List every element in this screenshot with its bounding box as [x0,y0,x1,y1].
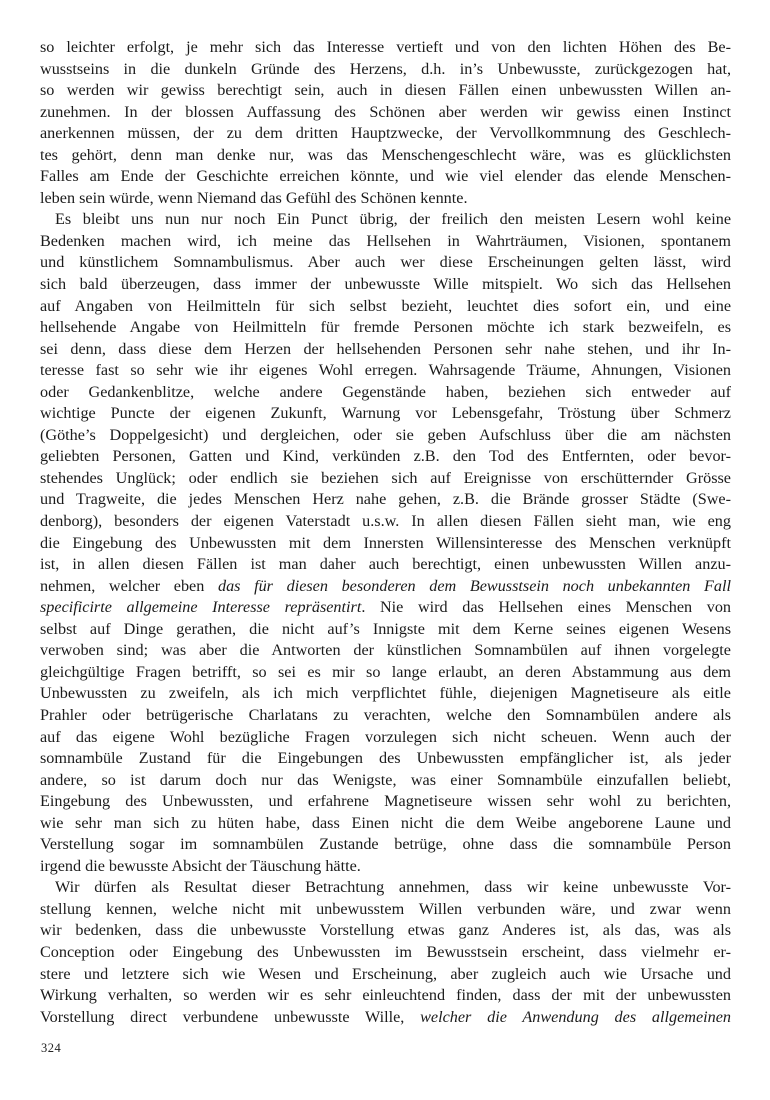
text-run: verwoben sind; was aber die Antworten der künstlichen Somnambülen auf ihnen vorgelegte [40,641,731,660]
text-line [40,231,731,253]
text-run: gleichgültige Fragen betrifft, so sei es mir so lange erlaubt, an deren Abstammung aus dem [40,662,731,681]
text-line [40,834,731,856]
text-line [40,145,731,167]
paragraph [40,877,731,1028]
text-run: oder Gedankenblitze, welche andere Gegenstände haben, beziehen sich entweder auf [40,382,731,401]
text-run: Wirkung verhalten, so werden wir es sehr einleuchtend finden, dass der mit der unbewussten [40,986,731,1005]
text-line [40,683,731,705]
text-line [40,985,731,1007]
text-run: zunehmen. In der blossen Auffassung des Schönen aber werden wir gewiss einen Instinct [40,102,731,121]
text-run: Wir dürfen als Resultat dieser Betrachtung annehmen, dass wir keine unbewusste Vor- [55,878,731,897]
text-run: leben sein würde, wenn Niemand das Gefühl des Schönen kennte. [40,188,468,207]
text-run: anerkennen müssen, der zu dem dritten Hauptzwecke, der Vervollkommnung des Geschlech- [40,124,731,143]
text-run: die Eingebung des Unbewussten mit dem Innersten Willensinteresse des Menschen verknüpft [40,533,731,552]
text-line [40,619,731,641]
text-run: selbst auf Dinge gerathen, die nicht auf’s Innigste mit dem Kerne seines eigenen Wesens [40,619,731,638]
text-line [40,209,731,231]
text-line [40,727,731,749]
text-run: nehmen, welcher eben [40,576,218,595]
text-line [40,920,731,942]
text-run: . Nie wird das Hellsehen eines Menschen von [361,598,731,617]
text-run: Es bleibt uns nun nur noch Ein Punct übrig, der freilich den meisten Lesern wohl keine [55,210,731,229]
text-run: hellsehende Angabe von Heilmitteln für fremde Personen möchte ich stark bezweifeln, es [40,318,731,337]
italic-text-run: specificirte allgemeine Interesse repräsentirt [40,598,362,617]
text-line [40,576,731,598]
text-line [40,942,731,964]
text-run: wie sehr man sich zu hüten habe, dass Einen nicht die dem Weibe angeborene Laune und [40,813,731,832]
text-run: wir bedenken, dass die unbewusste Vorstellung etwas ganz Anderes ist, als das, was als [40,921,731,940]
text-line [40,317,731,339]
text-run: so werden wir gewiss berechtigt sein, auch in diesen Fällen einen unbewussten Willen an- [40,81,731,100]
text-line [40,425,731,447]
text-line [40,1007,731,1029]
text-run: Prahler oder betrügerische Charlatans zu verachten, welche den Somnambülen andere als [40,705,731,724]
text-line [40,123,731,145]
text-line [40,856,731,878]
text-run: Bedenken machen wird, ich meine das Hellsehen in Wahrträumen, Visionen, spontanem [40,231,731,250]
italic-text-run: welcher die Anwendung des allgemeinen [420,1007,731,1026]
text-run: stere und letztere sich wie Wesen und Erscheinung, aber zugleich auch wie Ursache und [40,964,731,983]
text-run: wichtige Puncte der eigenen Zukunft, Warnung vor Lebensgefahr, Tröstung über Schmerz [40,404,731,423]
text-run: wusstseins in die dunkeln Gründe des Herzens, d.h. in’s Unbewusste, zurückgezogen hat, [40,59,731,78]
text-run: sich bald überzeugen, dass immer der unbewusste Wille mitspielt. Wo sich das Hellsehen [40,275,731,294]
text-line [40,468,731,490]
text-line [40,511,731,533]
text-line [40,554,731,576]
text-line [40,446,731,468]
text-run: (Göthe’s Doppelgesicht) und dergleichen, oder sie geben Aufschluss über die am nächsten [40,425,731,444]
text-line [40,102,731,124]
text-run: stehendes Unglück; oder endlich sie beziehen sich auf Ereignisse von erschütternder Grösse [40,468,731,487]
text-line [40,899,731,921]
paragraph [40,37,731,209]
text-line [40,662,731,684]
text-line [40,533,731,555]
text-block [40,37,731,1028]
text-line [40,770,731,792]
text-line [40,382,731,404]
text-run: stellung kennen, welche nicht mit unbewusstem Willen verbunden wäre, und zwar wenn [40,899,731,918]
text-line [40,705,731,727]
text-line [40,166,731,188]
text-line [40,403,731,425]
text-line [40,748,731,770]
text-line [40,252,731,274]
text-line [40,188,731,210]
text-line [40,80,731,102]
text-run: denborg), besonders der eigenen Vaterstadt u.s.w. In allen diesen Fällen sieht man, wie eng [40,512,731,531]
text-line [40,813,731,835]
text-run: und künstlichem Somnambulismus. Aber auch wer diese Erscheinungen gelten lässt, wird [40,253,731,272]
text-run: so leichter erfolgt, je mehr sich das Interesse vertieft und von den lichten Höhen des Be- [40,38,731,56]
text-line [40,489,731,511]
text-run: andere, so ist darum doch nur das Wenigste, was einer Somnambüle einzufallen beliebt, [40,770,731,789]
text-run: teresse fast so sehr wie ihr eigenes Wohl erregen. Wahrsagende Träume, Ahnungen, Visionen [40,361,731,380]
text-run: tes gehört, denn man denke nur, was das Menschengeschlecht wäre, was es glücklichsten [40,145,731,164]
text-line [40,339,731,361]
text-run: geliebten Personen, Gatten und Kind, verkünden z.B. den Tod des Entfernten, oder bevor- [40,447,731,466]
text-line [40,964,731,986]
italic-text-run: das für diesen besonderen dem Bewusstsein noch unbekannten Fall [217,576,731,595]
text-line [40,274,731,296]
text-run: ist, in allen diesen Fällen ist man daher auch berechtigt, einen unbewussten Willen anzu- [40,555,731,574]
text-run: Verstellung sogar im somnambülen Zustande betrüge, ohne dass die somnambüle Person [40,835,731,854]
text-run: Eingebung des Unbewussten, und erfahrene Magnetiseure wissen sehr wohl zu berichten, [40,792,731,811]
text-line [40,296,731,318]
text-run: somnambüle Zustand für die Eingebungen des Unbewussten empfänglicher ist, als jeder [40,749,731,768]
text-run: Unbewussten zu zweifeln, als ich mich verpflichtet fühle, diejenigen Magnetiseure als eitle [40,684,731,703]
text-line [40,59,731,81]
text-run: Vorstellung direct verbundene unbewusste Wille, [40,1007,421,1026]
text-line [40,791,731,813]
text-run: Falles am Ende der Geschichte erreichen könnte, und wie viel elender das elende Menschen- [40,167,731,186]
text-run: sei denn, dass diese dem Herzen der hellsehenden Personen sehr nahe stehen, und ihr In- [40,339,731,358]
text-run: Conception oder Eingebung des Unbewussten im Bewusstsein erscheint, dass vielmehr er- [40,942,731,961]
text-run: auf Angaben von Heilmitteln für sich selbst bezieht, leuchtet dies sofort ein, und eine [40,296,731,315]
paragraph [40,209,731,877]
text-run: und Tragweite, die jedes Menschen Herz nahe gehen, z.B. die Brände grosser Städte (Swe- [40,490,731,509]
text-line [40,360,731,382]
text-line [40,877,731,899]
page-number: 324 [41,1041,62,1055]
text-run: irgend die bewusste Absicht der Täuschung hätte. [40,856,361,875]
text-line [40,37,731,59]
text-line [40,640,731,662]
text-line [40,597,731,619]
text-run: auf das eigene Wohl bezügliche Fragen vorzulegen sich nicht scheuen. Wenn auch der [40,727,731,746]
